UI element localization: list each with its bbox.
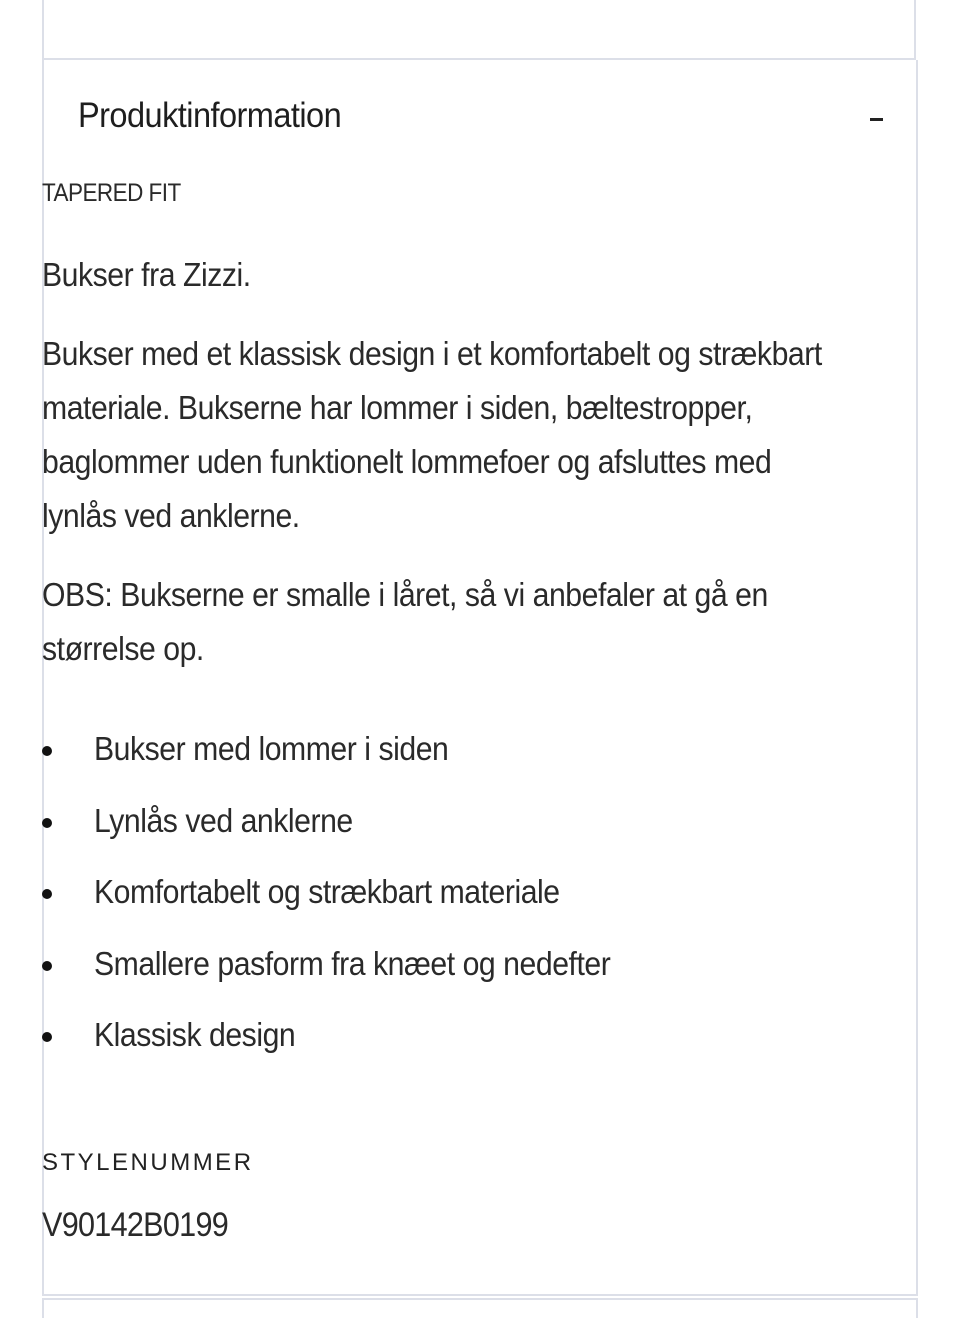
bullet-icon bbox=[42, 1032, 52, 1042]
style-number-label: STYLENUMMER bbox=[42, 1149, 254, 1176]
bullet-icon bbox=[42, 889, 52, 899]
bullet-icon bbox=[42, 961, 52, 971]
style-number-value: V90142B0199 bbox=[42, 1206, 229, 1244]
bullet-icon bbox=[42, 746, 52, 756]
description-note: OBS: Bukserne er smalle i låret, så vi anbefaler at gå en størrelse op. bbox=[42, 576, 768, 667]
minus-icon[interactable] bbox=[870, 118, 883, 121]
fit-label: TAPERED FIT bbox=[42, 179, 181, 207]
bullet-icon bbox=[42, 818, 52, 828]
description-body: Bukser med et klassisk design i et komfortabelt og strækbart materiale. Bukserne har lommer i siden, bæltestropper, baglommer uden funktionelt lommefoer og afsluttes med lynlås ved anklerne. bbox=[42, 335, 822, 534]
product-information-accordion bbox=[42, 60, 918, 1296]
description-intro: Bukser fra Zizzi. bbox=[42, 256, 251, 293]
previous-accordion-panel bbox=[42, 0, 916, 60]
accordion-header-title[interactable]: Produktinformation bbox=[78, 96, 342, 135]
next-accordion-panel bbox=[42, 1298, 918, 1318]
